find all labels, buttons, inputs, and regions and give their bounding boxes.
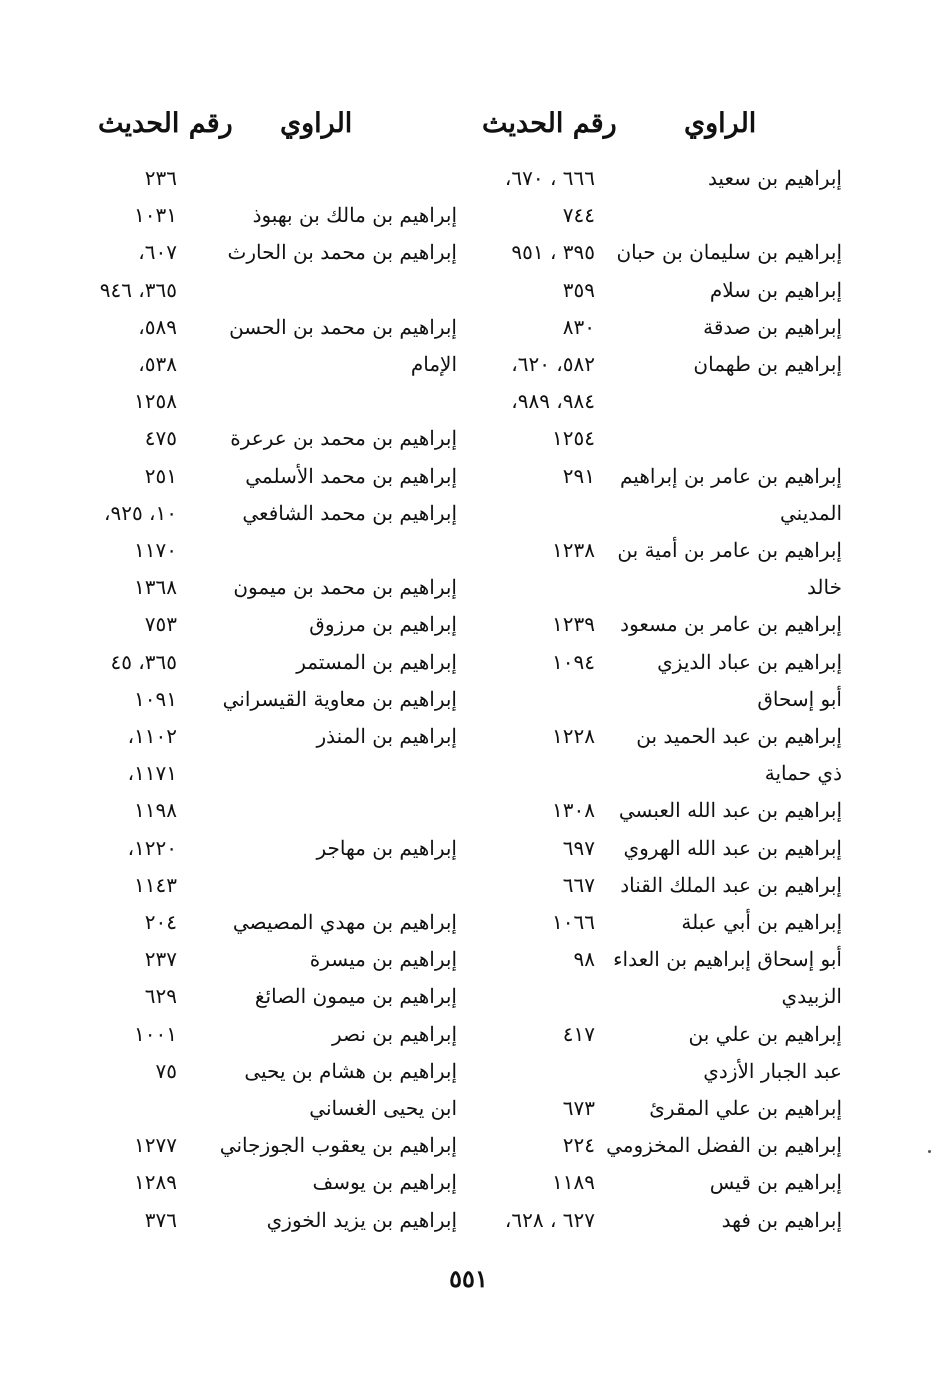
hadith-number-right-cell: ٨٣٠ — [562, 314, 595, 339]
narrator-left-cell: إبراهيم بن يعقوب الجوزجاني — [219, 1133, 457, 1158]
narrator-right-cell: إبراهيم بن عامر بن مسعود — [620, 612, 842, 637]
narrator-left-cell: إبراهيم بن محمد الشافعي — [242, 500, 457, 525]
narrator-left-cell: إبراهيم بن محمد بن عرعرة — [230, 426, 457, 451]
narrator-right-cell: إبراهيم بن صدقة — [703, 314, 842, 339]
table-row — [0, 420, 937, 457]
narrator-right-cell: الزبيدي — [781, 984, 842, 1009]
narrator-left-cell: ابن يحيى الغساني — [309, 1096, 457, 1120]
narrator-right-cell: أبو إسحاق إبراهيم بن العداء — [613, 947, 842, 972]
hadith-number-left-cell: ١٣٦٨ — [134, 575, 177, 600]
table-row — [0, 197, 937, 234]
narrator-left-cell: الإمام — [410, 352, 457, 376]
hadith-number-right-cell: ٩٨٤، ٩٨٩، — [511, 389, 595, 414]
narrator-right-cell: إبراهيم بن عامر بن أمية بن — [617, 538, 842, 562]
table-row — [0, 1127, 937, 1164]
table-row — [0, 681, 937, 718]
hadith-number-right-cell: ١١٨٩ — [552, 1170, 595, 1195]
header-hadith-left: رقم الحديث — [98, 108, 233, 139]
table-row — [0, 792, 937, 829]
hadith-number-left-cell: ١١٤٣ — [134, 872, 177, 897]
narrator-left-cell: إبراهيم بن محمد بن الحسن — [229, 314, 457, 339]
hadith-number-left-cell: ٥٣٨، — [138, 352, 177, 376]
table-row — [0, 1164, 937, 1201]
narrator-left-cell: إبراهيم بن محمد الأسلمي — [245, 463, 457, 488]
hadith-number-left-cell: ١٢٨٩ — [134, 1170, 177, 1195]
table-row — [0, 644, 937, 681]
narrator-right-cell: إبراهيم بن سليمان بن حبان — [616, 240, 842, 265]
table-row — [0, 160, 937, 197]
narrator-right-cell: إبراهيم بن طهمان — [693, 352, 842, 376]
narrator-left-cell: إبراهيم بن نصر — [331, 1021, 457, 1046]
table-row — [0, 830, 937, 867]
table-row — [0, 272, 937, 309]
narrator-right-cell: إبراهيم بن عبد الملك القناد — [620, 872, 842, 897]
table-row — [0, 1016, 937, 1053]
narrator-right-cell: ذي حماية — [764, 761, 842, 786]
narrator-left-cell: إبراهيم بن معاوية القيسراني — [222, 686, 457, 711]
narrator-right-cell: إبراهيم بن فهد — [721, 1207, 842, 1232]
hadith-number-right-cell: ١٠٩٤ — [552, 649, 595, 674]
hadith-number-right-cell: ٦٢٧ ، ٦٢٨، — [504, 1207, 595, 1232]
table-row — [0, 718, 937, 755]
hadith-number-right-cell: ٦٦٧ — [562, 872, 595, 897]
table-row — [0, 978, 937, 1015]
narrator-right-cell: أبو إسحاق — [757, 686, 842, 711]
table-row — [0, 383, 937, 420]
hadith-number-left-cell: ٢٥١ — [144, 463, 177, 488]
table-row — [0, 1090, 937, 1127]
hadith-number-right-cell: ٦٧٣ — [562, 1096, 595, 1120]
hadith-number-left-cell: ٦٠٧، — [138, 240, 177, 265]
scan-speck — [928, 1150, 931, 1153]
narrator-left-cell: إبراهيم بن مرزوق — [309, 612, 457, 637]
hadith-number-right-cell: ١٢٣٩ — [552, 612, 595, 637]
table-row — [0, 346, 937, 383]
hadith-number-right-cell: ٢٢٤ — [562, 1133, 595, 1158]
narrator-right-cell: إبراهيم بن علي المقرئ — [649, 1096, 842, 1120]
narrator-left-cell: إبراهيم بن ميمون الصائغ — [254, 984, 457, 1009]
hadith-number-right-cell: ١٢٢٨ — [552, 724, 595, 748]
narrator-left-cell: إبراهيم بن هشام بن يحيى — [244, 1058, 457, 1083]
narrator-right-cell: إبراهيم بن الفضل المخزومي — [606, 1133, 842, 1158]
hadith-number-left-cell: ١١٠٢، — [127, 724, 177, 748]
table-row — [0, 1053, 937, 1090]
hadith-number-left-cell: ٦٢٩ — [144, 984, 177, 1009]
table-row — [0, 867, 937, 904]
table-row — [0, 309, 937, 346]
hadith-number-left-cell: ٣٦٥، ٩٤٦ — [99, 277, 177, 302]
hadith-number-left-cell: ٧٥٣ — [144, 612, 177, 637]
hadith-number-right-cell: ٤١٧ — [562, 1021, 595, 1046]
narrator-right-cell: المديني — [780, 500, 842, 525]
table-row — [0, 755, 937, 792]
narrator-right-cell: إبراهيم بن عبد الله الهروي — [623, 835, 842, 860]
hadith-number-right-cell: ٦٩٧ — [562, 835, 595, 860]
hadith-number-right-cell: ٣٥٩ — [562, 277, 595, 302]
hadith-number-right-cell: ١٢٣٨ — [552, 538, 595, 562]
hadith-number-right-cell: ٥٨٢، ٦٢٠، — [511, 352, 595, 376]
narrator-left-cell: إبراهيم بن مهاجر — [316, 835, 457, 860]
hadith-number-left-cell: ٢٠٤ — [144, 910, 177, 934]
narrator-right-cell: إبراهيم بن سلام — [709, 277, 842, 302]
narrator-left-cell: إبراهيم بن المستمر — [296, 649, 457, 674]
hadith-number-left-cell: ١٠، ٩٢٥، — [104, 500, 177, 525]
hadith-number-right-cell: ٧٤٤ — [562, 203, 595, 228]
hadith-number-left-cell: ١٠٣١ — [134, 203, 177, 228]
narrator-left-cell: إبراهيم بن محمد بن الحارث — [227, 240, 457, 265]
hadith-number-left-cell: ٧٥ — [155, 1058, 177, 1083]
hadith-number-left-cell: ١١٧١، — [127, 761, 177, 786]
header-narrator-left: الراوي — [280, 108, 353, 139]
hadith-number-left-cell: ١٢٧٧ — [134, 1133, 177, 1158]
hadith-number-left-cell: ٤٧٥ — [144, 426, 177, 451]
table-row — [0, 904, 937, 941]
narrator-right-cell: إبراهيم بن عبد الله العبسي — [618, 798, 842, 823]
narrator-right-cell: إبراهيم بن سعيد — [707, 166, 842, 190]
header-hadith-right: رقم الحديث — [482, 108, 617, 139]
table-row — [0, 569, 937, 606]
hadith-number-right-cell: ٩٨ — [573, 947, 595, 972]
narrator-right-cell: إبراهيم بن قيس — [709, 1170, 842, 1195]
hadith-number-left-cell: ١٠٩١ — [134, 686, 177, 711]
hadith-number-right-cell: ١٢٥٤ — [552, 426, 595, 451]
narrator-left-cell: إبراهيم بن يوسف — [312, 1170, 457, 1195]
header-narrator-right: الراوي — [684, 108, 757, 139]
hadith-number-right-cell: ١٠٦٦ — [552, 910, 595, 934]
narrator-left-cell: إبراهيم بن يزيد الخوزي — [266, 1207, 457, 1232]
table-row — [0, 606, 937, 643]
hadith-number-left-cell: ١١٧٠ — [134, 538, 177, 562]
hadith-number-left-cell: ١٠٠١ — [134, 1021, 177, 1046]
narrator-right-cell: إبراهيم بن عباد الديزي — [657, 649, 842, 674]
hadith-number-left-cell: ١٢٥٨ — [134, 389, 177, 414]
narrator-right-cell: إبراهيم بن أبي عبلة — [681, 910, 842, 934]
hadith-number-left-cell: ١١٩٨ — [134, 798, 177, 823]
hadith-number-left-cell: ٢٣٦ — [144, 166, 177, 190]
table-row — [0, 941, 937, 978]
hadith-number-left-cell: ٣٧٦ — [144, 1207, 177, 1232]
narrator-left-cell: إبراهيم بن مالك بن بهبوذ — [252, 203, 457, 228]
narrator-left-cell: إبراهيم بن مهدي المصيصي — [232, 910, 457, 934]
hadith-number-right-cell: ١٣٠٨ — [552, 798, 595, 823]
narrator-left-cell: إبراهيم بن المنذر — [316, 724, 457, 748]
hadith-number-right-cell: ٢٩١ — [562, 463, 595, 488]
page-number: ٥٥١ — [449, 1264, 488, 1293]
hadith-number-right-cell: ٦٦٦ ، ٦٧٠، — [504, 166, 595, 190]
table-row — [0, 1202, 937, 1239]
hadith-number-left-cell: ٢٣٧ — [144, 947, 177, 972]
table-row — [0, 458, 937, 495]
hadith-number-right-cell: ٣٩٥ ، ٩٥١ — [511, 240, 595, 265]
table-row — [0, 532, 937, 569]
narrator-left-cell: إبراهيم بن ميسرة — [309, 947, 457, 972]
narrator-right-cell: إبراهيم بن عبد الحميد بن — [636, 724, 842, 748]
narrator-right-cell: إبراهيم بن عامر بن إبراهيم — [619, 463, 842, 488]
narrator-right-cell: خالد — [806, 575, 842, 600]
hadith-number-left-cell: ٥٨٩، — [138, 314, 177, 339]
hadith-number-left-cell: ١٢٢٠، — [127, 835, 177, 860]
table-row — [0, 234, 937, 271]
narrator-right-cell: عبد الجبار الأزدي — [703, 1058, 842, 1083]
narrator-left-cell: إبراهيم بن محمد بن ميمون — [233, 575, 457, 600]
narrator-right-cell: إبراهيم بن علي بن — [688, 1021, 842, 1046]
table-row — [0, 495, 937, 532]
hadith-number-left-cell: ٣٦٥، ٤٥ — [110, 649, 177, 674]
